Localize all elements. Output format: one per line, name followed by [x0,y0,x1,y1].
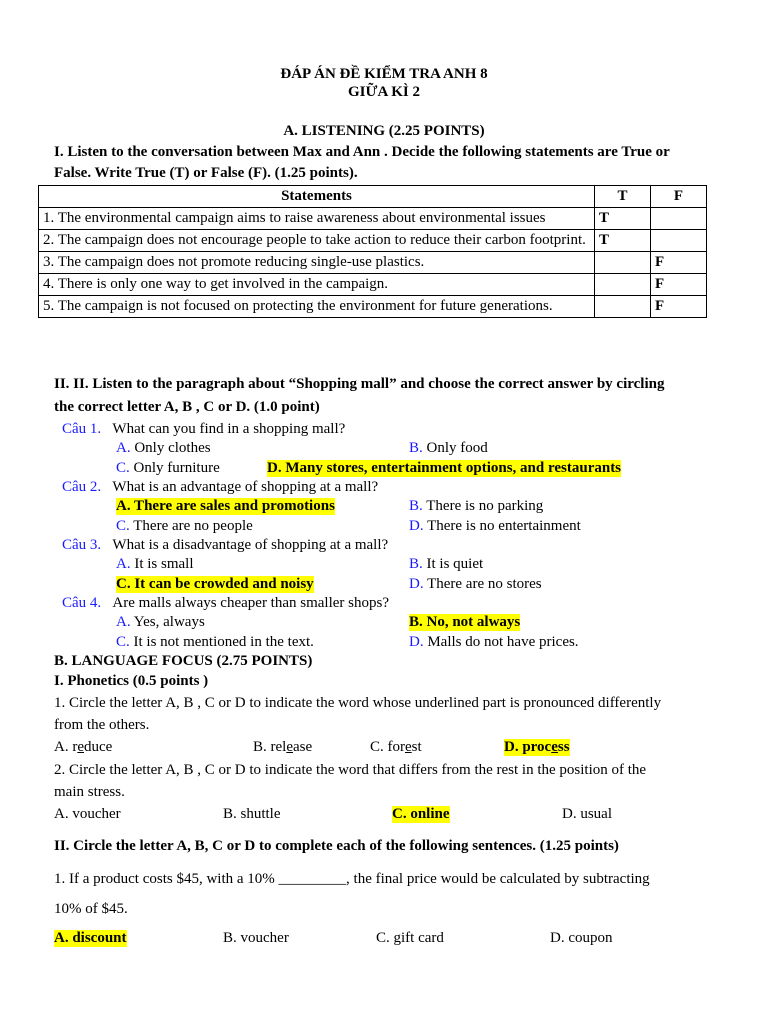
f-cell: F [651,252,707,274]
document-subtitle: GIỮA KÌ 2 [348,84,420,100]
option-c-correct: C. It can be crowded and noisy [116,576,314,592]
statement-cell: 1. The environmental campaign aims to raise awareness about environmental issues [39,208,595,230]
question-text: What is an advantage of shopping at a mall? [112,479,379,495]
table-header-row [39,186,707,208]
option-a: A. Only clothes [116,440,211,456]
sentence-1-line2: 10% of $45. [54,901,128,917]
part2-instruction-line2: the correct letter A, B , C or D. (1.0 point) [54,399,320,415]
question-text: Are malls always cheaper than smaller shops? [112,595,389,611]
f-cell [651,230,707,252]
header-statements: Statements [39,186,595,208]
t-cell: T [595,208,651,230]
option-a: A. It is small [116,556,194,572]
true-false-table [38,185,707,318]
s1-option-d: D. coupon [550,930,613,946]
part1-instruction-line2: False. Write True (T) or False (F). (1.25 points). [54,165,358,181]
phonetics-q1-line2: from the others. [54,717,150,733]
q1-option-b: B. release [253,739,313,755]
q2-option-c-correct: C. online [392,806,450,822]
f-cell: F [651,296,707,318]
document-title: ĐÁP ÁN ĐỀ KIỂM TRA ANH 8 [280,66,488,82]
f-cell: F [651,274,707,296]
part2-title: II. Circle the letter A, B, C or D to complete each of the following sentences. (1.25 points) [54,838,619,854]
header-t: T [595,186,651,208]
q2-option-d: D. usual [562,806,612,822]
statement-cell: 3. The campaign does not promote reducing single-use plastics. [39,252,595,274]
phonetics-q2-line1: 2. Circle the letter A, B , C or D to indicate the word that differs from the rest in the position of the [54,762,647,778]
q1-option-d-correct: D. process [504,739,570,755]
question-text: What is a disadvantage of shopping at a mall? [112,537,389,553]
q1-option-a: A. reduce [54,739,113,755]
option-c: C. It is not mentioned in the text. [116,634,314,650]
s1-option-a-correct: A. discount [54,930,127,946]
statement-cell: 2. The campaign does not encourage people to take action to reduce their carbon footprint. [39,230,595,252]
s1-option-c: C. gift card [376,930,444,946]
option-b: B. It is quiet [409,556,484,572]
header-f: F [651,186,707,208]
statement-cell: 5. The campaign is not focused on protecting the environment for future generations. [39,296,595,318]
t-cell [595,252,651,274]
t-cell [595,274,651,296]
q1-option-c: C. forest [370,739,422,755]
option-b-correct: B. No, not always [409,614,521,630]
table-row [39,230,707,252]
question-number: Câu 2. [62,479,102,495]
sentence-1-line1: 1. If a product costs $45, with a 10% _________, the final price would be calculated by subtracting [54,871,650,887]
phonetics-q1-line1: 1. Circle the letter A, B , C or D to indicate the word whose underlined part is pronounced differently [54,695,662,711]
table-row [39,252,707,274]
question-number: Câu 1. [62,421,102,437]
section-b-title: B. LANGUAGE FOCUS (2.75 POINTS) [54,653,313,669]
table-row [39,274,707,296]
s1-option-b: B. voucher [223,930,289,946]
question-text: What can you find in a shopping mall? [112,421,346,437]
option-c: C. Only furniture [116,460,220,476]
t-cell: T [595,230,651,252]
t-cell [595,296,651,318]
option-a-correct: A. There are sales and promotions [116,498,335,514]
table-row [39,296,707,318]
option-d: D. There are no stores [409,576,542,592]
statement-cell: 4. There is only one way to get involved in the campaign. [39,274,595,296]
q2-option-a: A. voucher [54,806,121,822]
question-1 [62,421,345,438]
table-row [39,208,707,230]
option-b: B. There is no parking [409,498,544,514]
q2-option-b: B. shuttle [223,806,281,822]
question-number: Câu 3. [62,537,102,553]
phonetics-q2-line2: main stress. [54,784,125,800]
option-d: D. There is no entertainment [409,518,581,534]
part1-instruction-line1: I. Listen to the conversation between Max and Ann . Decide the following statements are True or [54,144,670,160]
option-a: A. Yes, always [116,614,205,630]
part2-instruction-line1: II. II. Listen to the paragraph about “Shopping mall” and choose the correct answer by circling [54,376,665,392]
option-d: D. Malls do not have prices. [409,634,579,650]
option-b: B. Only food [409,440,488,456]
f-cell [651,208,707,230]
section-a-title: A. LISTENING (2.25 POINTS) [283,123,485,139]
phonetics-title: I. Phonetics (0.5 points ) [54,673,209,689]
question-number: Câu 4. [62,595,102,611]
question-4 [62,595,389,612]
option-d-correct: D. Many stores, entertainment options, and restaurants [267,460,622,476]
question-2 [62,479,378,496]
question-3 [62,537,388,554]
option-c: C. There are no people [116,518,253,534]
